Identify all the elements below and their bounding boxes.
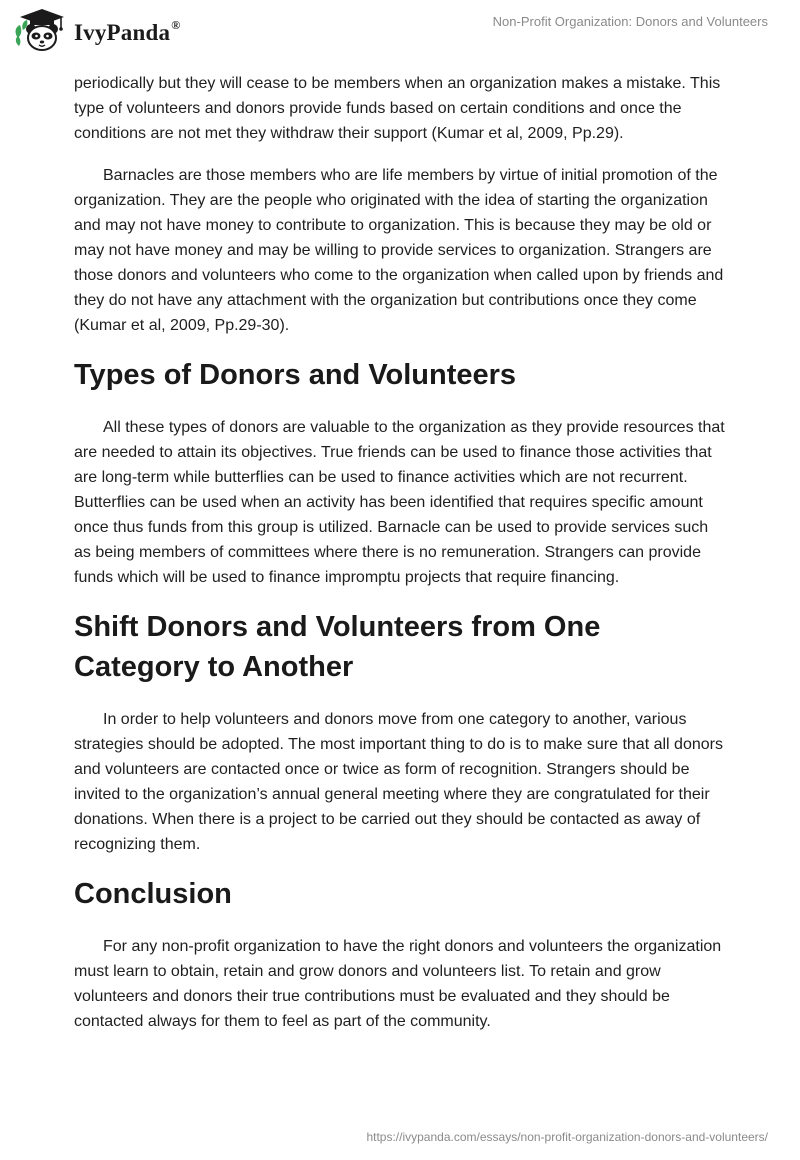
paragraph-types: All these types of donors are valuable to the organization as they provide resources that are needed to attain its objectives. True friends can be used to finance those activities that are long-term while butterflies can be used to finance activities which are not recurrent. Butterflies can be used when an activity has been identified that requires specific amount once thus funds from this group is utilized. Barnacle can be used to provide services such as being members of committees where there is no remuneration. Strangers can provide funds which will be used to finance impromptu projects that require financing. [74, 419, 725, 586]
essay-content [74, 71, 726, 1051]
paragraph-conclusion: For any non-profit organization to have the right donors and volunteers the organization must learn to obtain, retain and grow donors and volunteers list. To retain and grow volunteers and donors their true contributions must be evaluated and they should be contacted always for them to feel as part of the community. [74, 938, 722, 1030]
paragraph-shift: In order to help volunteers and donors move from one category to another, various strategies should be adopted. The most important thing to do is to make sure that all donors and volunteers are contacted once or twice as form of recognition. Strangers should be invited to the organization’s annual general meeting where they are congratulated for their donations. When there is a project to be carried out they should be contacted as away of recognizing them. [74, 711, 723, 853]
heading-types: Types of Donors and Volunteers [74, 359, 517, 391]
brand-text: IvyPanda [74, 20, 171, 45]
paragraph-continued: periodically but they will cease to be members when an organization makes a mistake. This type of volunteers and donors provide funds based on certain conditions and once the conditions are not met they withdraw their support (Kumar et al, 2009, Pp.29). [74, 75, 721, 142]
heading-conclusion: Conclusion [74, 878, 232, 910]
registered-mark: ® [171, 18, 181, 33]
heading-shift: Shift Donors and Volunteers from One Category to Another [74, 611, 601, 683]
brand-name [74, 20, 180, 46]
document-title: Non-Profit Organization: Donors and Volunteers [492, 14, 768, 29]
paragraph-barnacles: Barnacles are those members who are life members by virtue of initial promotion of the organization. They are the people who originated with the idea of starting the organization and may not have money to contribute to organization. This is because they may be old or may not have money and may be willing to provide services to organization. Strangers are those donors and volunteers who come to the organization when called upon by friends and they do not have any attachment with the organization but contributions once they come (Kumar et al, 2009, Pp.29-30). [74, 167, 724, 334]
source-url[interactable]: https://ivypanda.com/essays/non-profit-organization-donors-and-volunteers/ [366, 1130, 768, 1144]
ivypanda-logo[interactable] [14, 8, 180, 54]
panda-logo-icon [14, 8, 68, 54]
page-header [0, 0, 800, 60]
